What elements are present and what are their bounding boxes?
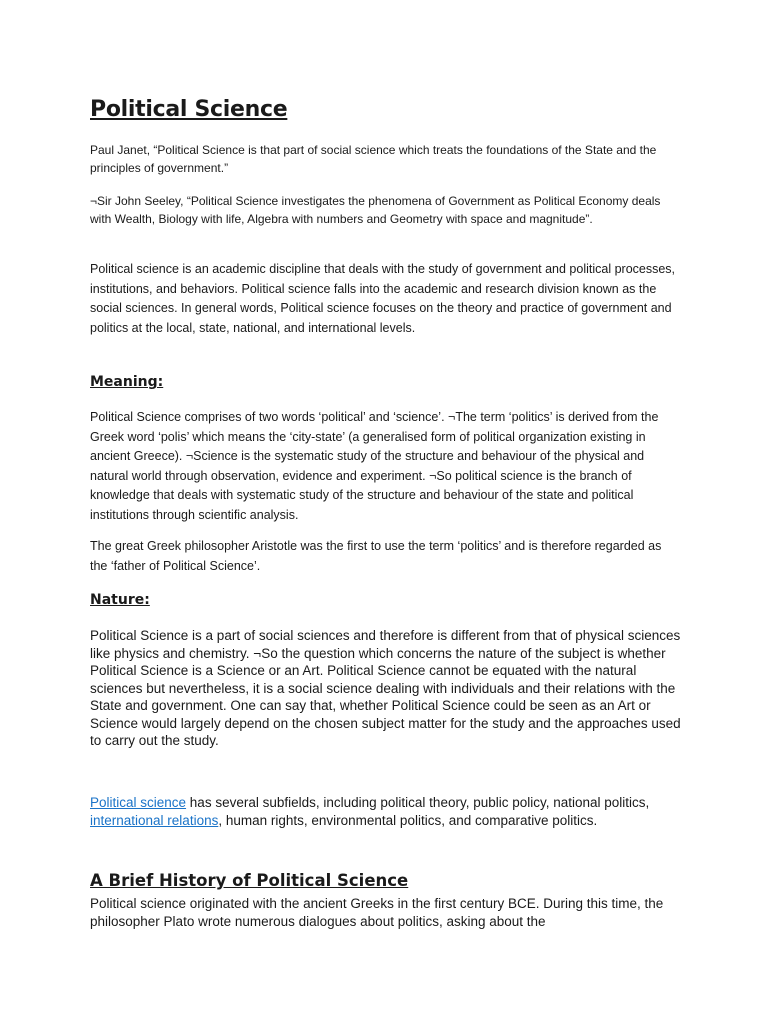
aristotle-paragraph: The great Greek philosopher Aristotle was the first to use the term ‘politics’ and is therefore regarded as the ‘father of Political Science’. — [90, 539, 662, 573]
international-relations-link[interactable]: international relations — [90, 812, 219, 828]
intro-paragraph: Political science is an academic discipline that deals with the study of government and political processes, institutions, and behaviors. Political science falls into the academic and research division known as the social sciences. In general words, Political science focuses on the theory and practice of government and politics at the local, state, national, and international levels. — [90, 262, 676, 335]
meaning-heading: Meaning: — [90, 374, 164, 390]
political-science-link[interactable]: Political science — [90, 795, 187, 810]
subfields-text-1: has several subfields, including political theory, public policy, national politics, — [186, 795, 650, 810]
subfields-text-2: , human rights, environmental politics, and comparative politics. — [218, 812, 598, 828]
quote-paul-janet: Paul Janet, “Political Science is that part of social science which treats the foundations of the State and the principles of government.” — [90, 143, 657, 175]
page-title: Political Science — [90, 97, 288, 122]
history-paragraph: Political science originated with the ancient Greeks in the first century BCE. During this time, the philosopher Plato wrote numerous dialogues about politics, asking about the — [90, 896, 664, 929]
meaning-paragraph: Political Science comprises of two words ‘political’ and ‘science’. ¬The term ‘politics’ is derived from the Greek word ‘polis’ which means the ‘city-state’ (a generalised form of political organization existing in ancient Greece). ¬Science is the systematic study of the structure and behaviour of the physical and natural world through observation, evidence and experiment. ¬So political science is the branch of knowledge that deals with systematic study of the structure and behaviour of the state and political institutions through scientific analysis. — [90, 410, 659, 522]
history-heading: A Brief History of Political Science — [90, 871, 409, 890]
nature-paragraph: Political Science is a part of social sciences and therefore is different from that of physical sciences like physics and chemistry. ¬So the question which concerns the nature of the subject is whether Political Science is a Science or an Art. Political Science cannot be equated with the natural sciences but nevertheless, it is a social science dealing with individuals and their relations with the State and government. One can say that, whether Political Science could be seen as an Art or Science would largely depend on the chosen subject matter for the study and the approaches used to carry out the study. — [90, 628, 681, 748]
quote-john-seeley: ¬Sir John Seeley, “Political Science investigates the phenomena of Government as Political Economy deals with Wealth, Biology with life, Algebra with numbers and Geometry with space and magnitude”. — [90, 194, 661, 226]
subfields-paragraph — [90, 794, 682, 829]
nature-heading: Nature: — [90, 592, 150, 608]
